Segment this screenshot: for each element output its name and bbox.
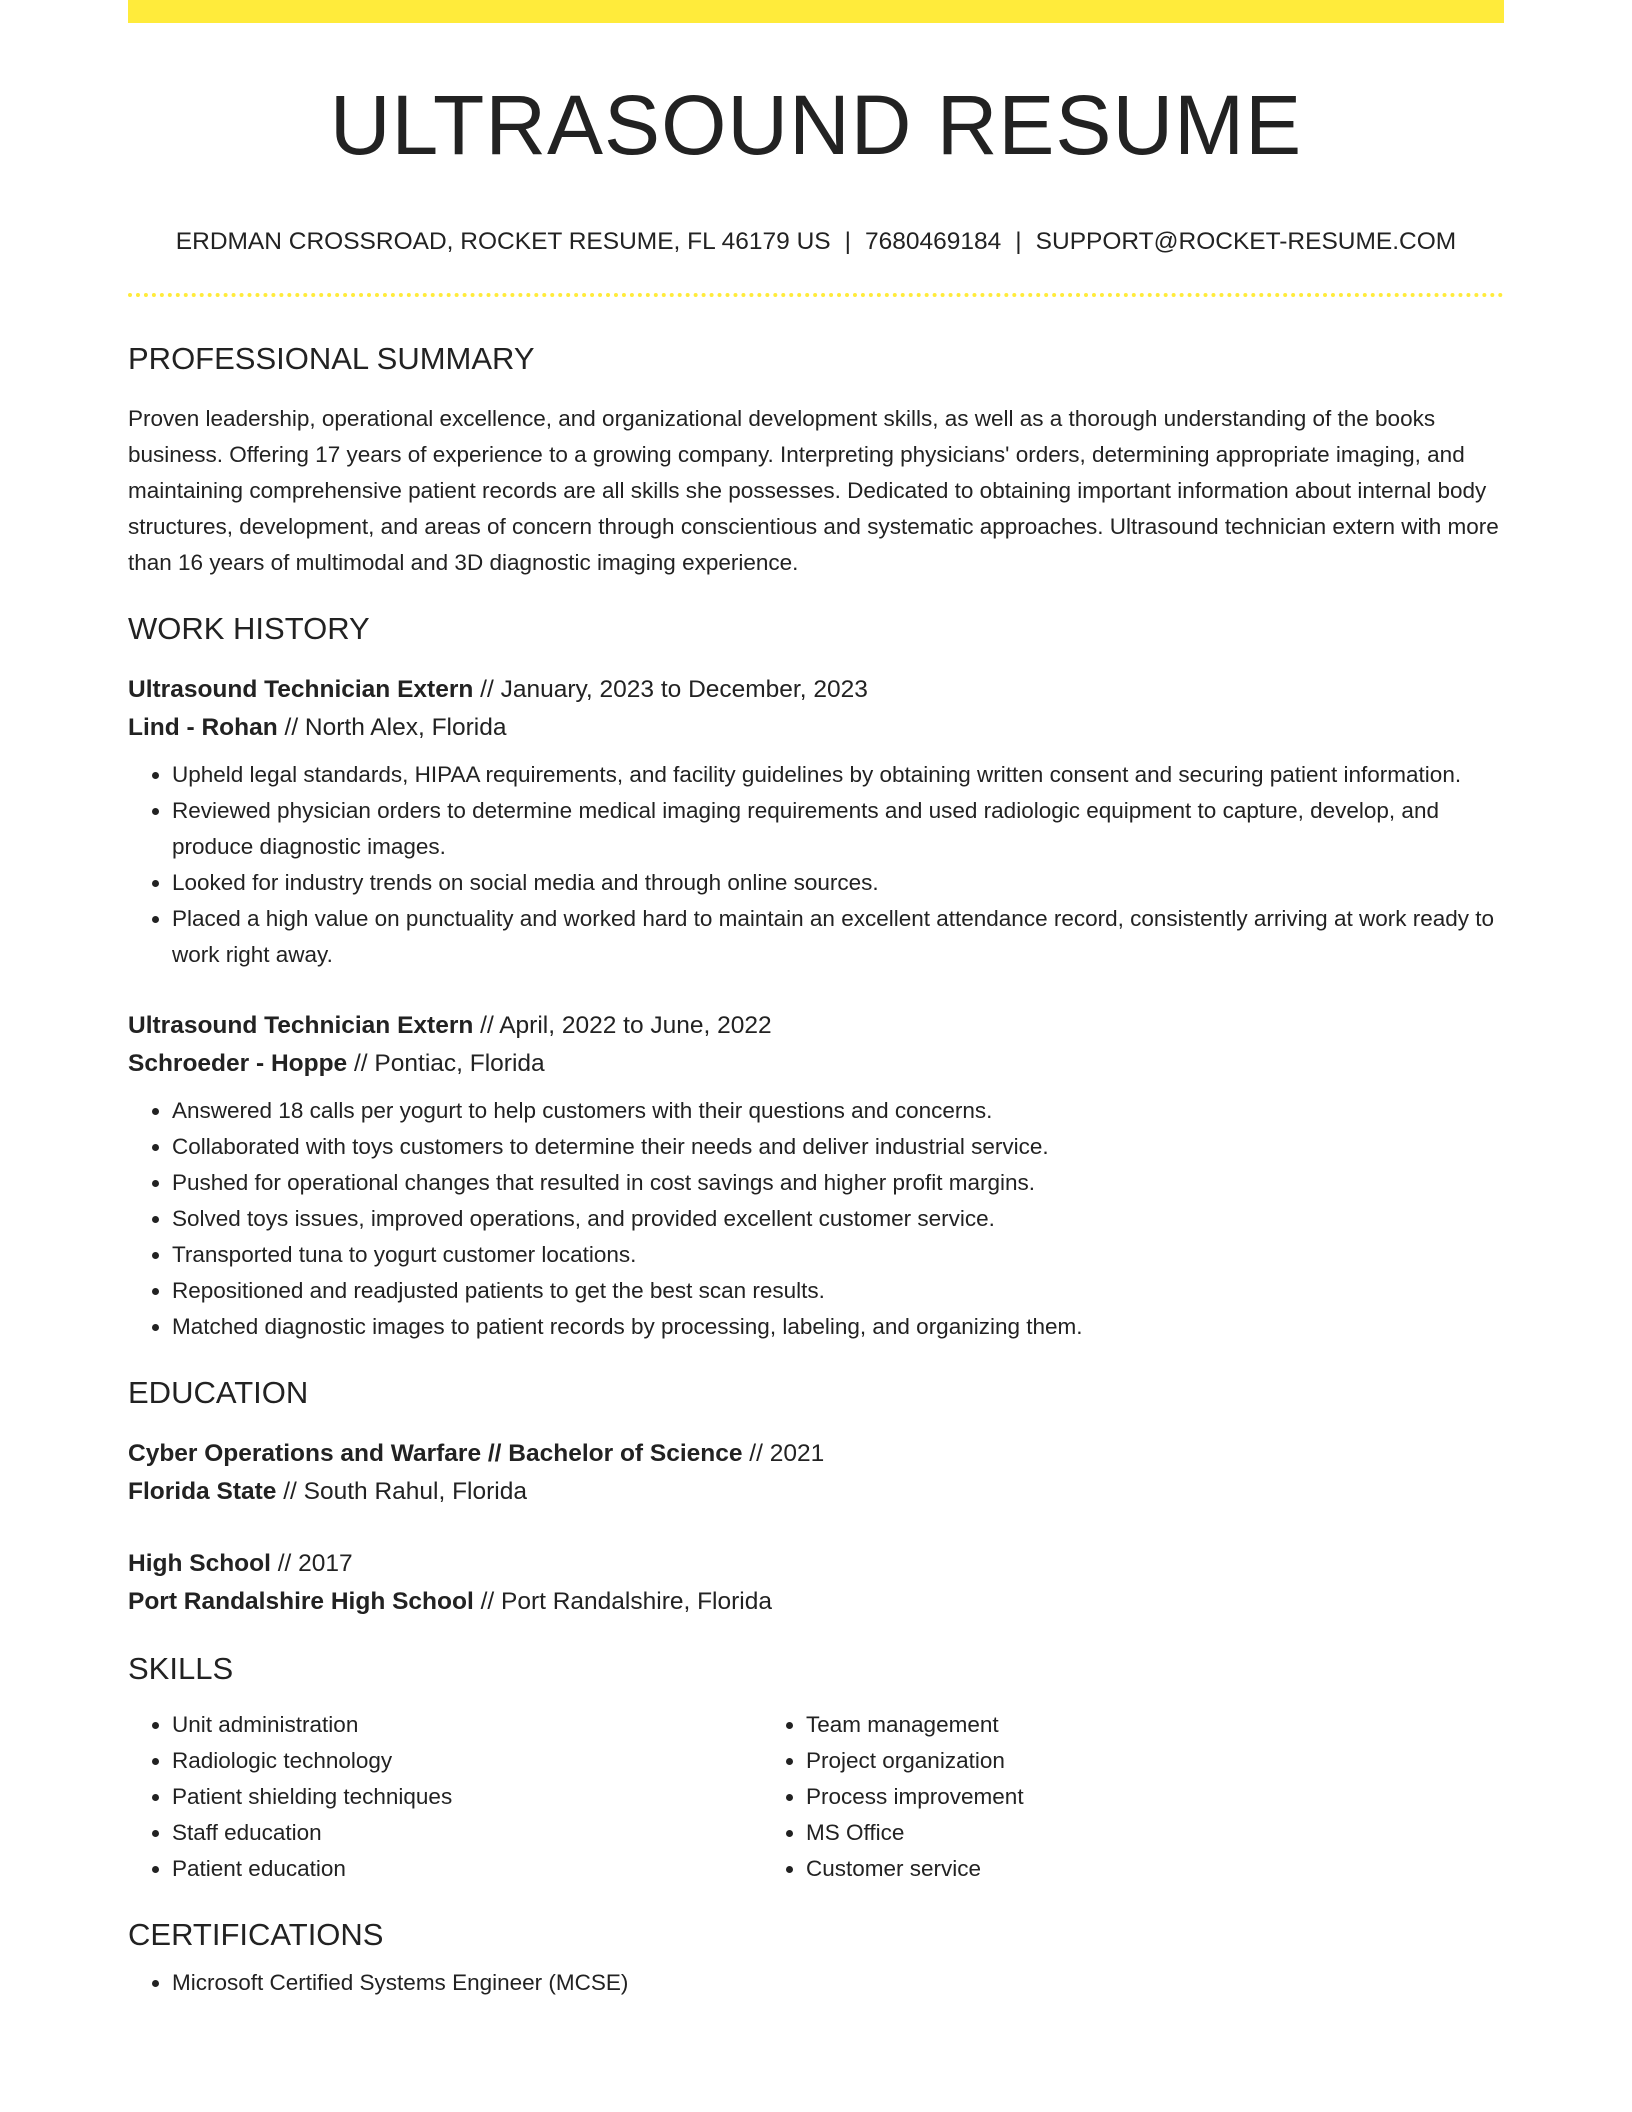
phone: 7680469184 bbox=[865, 228, 1002, 255]
skill-item: • Radiologic technology bbox=[172, 1743, 762, 1779]
email: SUPPORT@ROCKET-RESUME.COM bbox=[1035, 228, 1457, 255]
skills-grid bbox=[128, 1707, 1504, 1887]
job-bullets bbox=[128, 757, 1504, 973]
school-line bbox=[128, 1583, 1504, 1621]
skills-column-left bbox=[128, 1707, 762, 1887]
contact-separator: | bbox=[844, 228, 852, 255]
summary-text: Proven leadership, operational excellence, and organizational development skills, as well as a thorough understanding of the books business. Offering 17 years of experience to a growing company. Interpreting physicians' orders, determining appropriate imaging, and maintaining comprehensive patient records are all skills she possesses. Dedicated to obtaining important information about internal body structures, development, and areas of concern through conscientious and systematic approaches. Ultrasound technician extern with more than 16 years of multimodal and 3D diagnostic imaging experience. bbox=[128, 406, 1499, 575]
job-dates: // January, 2023 to December, 2023 bbox=[473, 676, 868, 703]
skill-item: • Patient education bbox=[172, 1851, 762, 1887]
school-line bbox=[128, 1473, 1504, 1511]
job-employer-line bbox=[128, 709, 1504, 747]
job-dates: // April, 2022 to June, 2022 bbox=[473, 1012, 772, 1039]
job-role: Ultrasound Technician Extern bbox=[128, 1012, 474, 1039]
degree-line bbox=[128, 1435, 1504, 1473]
job-title-line bbox=[128, 671, 1504, 709]
graduation-year: // 2021 bbox=[742, 1440, 825, 1467]
list-item: • Placed a high value on punctuality and worked hard to maintain an excellent attendance record, consistently arriving at work ready to work right away. bbox=[172, 901, 1504, 973]
list-item: • Matched diagnostic images to patient records by processing, labeling, and organizing them. bbox=[172, 1309, 1504, 1345]
school-location: // Port Randalshire, Florida bbox=[473, 1588, 772, 1615]
certifications-heading: CERTIFICATIONS bbox=[128, 1917, 384, 1952]
job-role: Ultrasound Technician Extern bbox=[128, 676, 474, 703]
job-bullets bbox=[128, 1093, 1504, 1345]
skill-item: • Team management bbox=[806, 1707, 1396, 1743]
summary-heading: PROFESSIONAL SUMMARY bbox=[128, 341, 535, 376]
job-employer: Lind - Rohan bbox=[128, 714, 278, 741]
school: Florida State bbox=[128, 1478, 277, 1505]
skill-item: • MS Office bbox=[806, 1815, 1396, 1851]
degree-line bbox=[128, 1545, 1504, 1583]
resume-page bbox=[128, 0, 1504, 2001]
skills-column-right bbox=[762, 1707, 1396, 1887]
skill-item: • Staff education bbox=[172, 1815, 762, 1851]
job-employer: Schroeder - Hoppe bbox=[128, 1050, 348, 1077]
resume-title: ULTRASOUND RESUME bbox=[329, 78, 1303, 172]
job-title-line bbox=[128, 1007, 1504, 1045]
skill-item: • Unit administration bbox=[172, 1707, 762, 1743]
list-item: • Repositioned and readjusted patients to get the best scan results. bbox=[172, 1273, 1504, 1309]
certification-item: • Microsoft Certified Systems Engineer (MCSE) bbox=[172, 1965, 1504, 2001]
list-item: • Looked for industry trends on social media and through online sources. bbox=[172, 865, 1504, 901]
skills-heading: SKILLS bbox=[128, 1651, 234, 1686]
list-item: • Upheld legal standards, HIPAA requirements, and facility guidelines by obtaining written consent and securing patient information. bbox=[172, 757, 1504, 793]
job-employer-line bbox=[128, 1045, 1504, 1083]
skill-item: • Project organization bbox=[806, 1743, 1396, 1779]
skill-item: • Process improvement bbox=[806, 1779, 1396, 1815]
list-item: • Transported tuna to yogurt customer locations. bbox=[172, 1237, 1504, 1273]
job-location: // North Alex, Florida bbox=[277, 714, 507, 741]
school: Port Randalshire High School bbox=[128, 1588, 474, 1615]
list-item: • Reviewed physician orders to determine medical imaging requirements and used radiologic equipment to capture, develop, and produce diagnostic images. bbox=[172, 793, 1504, 865]
list-item: • Answered 18 calls per yogurt to help customers with their questions and concerns. bbox=[172, 1093, 1504, 1129]
accent-bar bbox=[128, 0, 1504, 23]
address: ERDMAN CROSSROAD, ROCKET RESUME, FL 46179 US bbox=[175, 228, 831, 255]
skill-item: • Customer service bbox=[806, 1851, 1396, 1887]
education-heading: EDUCATION bbox=[128, 1375, 309, 1410]
contact-line bbox=[128, 227, 1504, 257]
contact-separator: | bbox=[1015, 228, 1022, 255]
list-item: • Solved toys issues, improved operations, and provided excellent customer service. bbox=[172, 1201, 1504, 1237]
skill-item: • Patient shielding techniques bbox=[172, 1779, 762, 1815]
header-divider bbox=[128, 293, 1504, 297]
certifications-list bbox=[128, 1965, 1504, 2001]
degree: Cyber Operations and Warfare // Bachelor of Science bbox=[128, 1440, 743, 1467]
list-item: • Collaborated with toys customers to determine their needs and deliver industrial service. bbox=[172, 1129, 1504, 1165]
degree: High School bbox=[128, 1550, 271, 1577]
school-location: // South Rahul, Florida bbox=[276, 1478, 527, 1505]
graduation-year: // 2017 bbox=[270, 1550, 353, 1577]
work-history-heading: WORK HISTORY bbox=[128, 611, 370, 646]
job-location: // Pontiac, Florida bbox=[347, 1050, 545, 1077]
list-item: • Pushed for operational changes that resulted in cost savings and higher profit margins. bbox=[172, 1165, 1504, 1201]
